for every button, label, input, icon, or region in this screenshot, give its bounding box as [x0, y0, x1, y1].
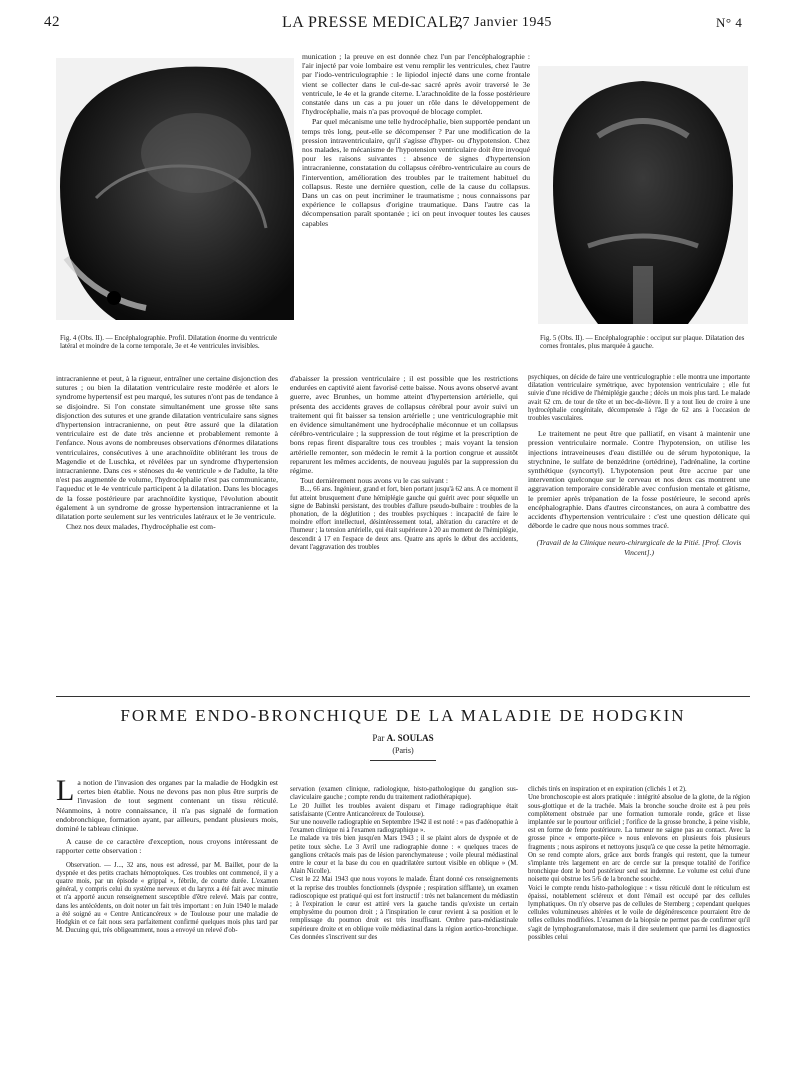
journal-title: LA PRESSE MEDICALE,	[282, 14, 464, 31]
paragraph: A cause de ce caractère d'exception, nous croyons intéressant de rapporter cette observation :	[56, 837, 278, 856]
observation-text: servation (examen clinique, radiologique, histo-pathologique du ganglion sus-claviculaire gauche ; compte rendu du traitement radiothérapique). Le 20 Juillet les troubles avaient disparu et l'image radiographique était satisfaisante (Centre Anticancéreux de Toulouse). Sur une nouvelle radiographie en Septembre 1942 il est noté : « pas d'adénopathie à l'examen clinique ni à l'examen radiographique ». Le malade va très bien jusqu'en Mars 1943 ; il se plaint alors de dyspnée et de petite toux sèche. Le 3 Avril une radiographie donne : « quelques traces de ganglions crétacés mais pas de lésion parenchymateuse ; voile pleural médiastinal entre le cœur et la base du cou en quadrilatère surtout visible en oblique » (M. Alain Nicolle). C'est le 22 Mai 1943 que nous voyons le malade. Étant donné ces renseignements et la reprise des troubles fonctionnels (dyspnée ; respiration sifflante), un examen radioscopique est pratiqué qui est fort instructif : très net balancement du médiastin ; à l'expiration le cœur est attiré vers la gauche tandis qu'existe un certain emphysème du poumon droit ; à l'inspiration le cœur revient à sa position et le remplissage du poumon droit est très insuffisant. Ombre para-médiastinale supérieure droite et en oblique voile médiastinal dans la région aortico-bronchique. Ces données s'inscrivent sur des	[290, 786, 518, 941]
byline	[56, 733, 750, 743]
paragraph: intracranienne et peut, à la rigueur, entraîner une certaine disjonction des sutures ; ou bien la dilatation ventriculaire reste modérée et alors le syndrome hypertensif est peu marqué, les sutures n'ont pas de tendance à se disjoindre. Si l'on constate simultanément une grosse tête sans disjonction des sutures et une grande dilatation ventriculaire sans signes d'hypertension intracranienne, on peut être assuré que la dilatation ventriculaire est de date très ancienne et probablement remonte à l'enfance. Nous avons de nombreuses observations d'énormes dilatations ventriculaires, consécutives à une arachnoïdite oblitérant les trous de Magendie et de Luschka, et révélées par un syndrome d'hypertension intracranienne. Dans ces « sténoses du 4e ventricule » de l'adulte, la tête n'est pas augmentée de volume, l'hydrocéphalie n'est pas communicante, l'aqueduc et le 4e ventricule participent à la dilatation. Dans les blocages de la fosse postérieure par arachnoïdite kystique, l'évolution aboutit également à un syndrome de grosse hypertension intracranienne et la dilatation porte seulement sur les ventricules latéraux et le 3e ventricule.	[56, 374, 278, 522]
top-middle-column	[302, 52, 530, 366]
paragraph: Chez nos deux malades, l'hydrocéphalie est com-	[66, 522, 216, 532]
article1-col3	[528, 374, 750, 692]
section-divider	[56, 696, 750, 697]
article2-col2	[290, 778, 518, 1062]
observation-text: Observation. — J..., 32 ans, nous est adressé, par M. Baillet, pour de la dyspnée et des petits crachats hémoptoïques. Ces troubles ont commencé, il y a quatre mois, par un épisode « grippal », fébrile, de courte durée. L'examen général, y compris celui du système nerveux et du larynx a été fait avec minutie et n'a apporté aucun renseignement susceptible d'être relevé. Mais par contre, dans les antécédents, on doit noter un fait très important : en Juin 1940 le malade a été soigné au « Centre Anticancéreux » de Toulouse pour une maladie de Hodgkin et ce fait nous sera parfaitement confirmé quelques mois plus tard par M. Ducuing qui, très obligeamment, nous a envoyé un relevé d'ob-	[56, 861, 278, 935]
figure-5-xray-image	[538, 66, 748, 324]
signature: (Travail de la Clinique neuro-chirurgicale de la Pitié. [Prof. Clovis Vincent].)	[536, 538, 742, 557]
drop-cap: L	[56, 778, 75, 807]
page-number: 42	[44, 14, 60, 30]
article2-col3	[528, 778, 750, 1062]
article1-col1	[56, 374, 278, 684]
paragraph	[56, 778, 278, 833]
paragraph-text: a notion de l'invasion des organes par la maladie de Hodgkin est certes bien établie. Nous ne devons pas non plus être surpris de l'invasion de tout segment contenant un tissu réticulé. Néanmoins, à notre connaissance, il n'a pas signalé de formation endobronchique, formation ayant, par ailleurs, pendant plusieurs mois, dominé le tableau clinique.	[56, 778, 278, 834]
author-place: (Paris)	[392, 746, 414, 755]
figure-4-xray-image	[56, 58, 294, 320]
article-title: FORME ENDO-BRONCHIQUE DE LA MALADIE DE HODGKIN	[120, 706, 686, 725]
paragraph: d'abaisser la pression ventriculaire ; il est possible que les restrictions endurées en captivité aient favorisé cette baisse. Nous avons observé avant guerre, avec Brunhes, un homme atteint d'hypertension artérielle, qui présenta des accidents graves de collapsus cérébral pour avoir suivi un traitement qui fit baisser sa tension artérielle ; une ventriculographie mit en évidence simultanément une hydrocéphalie méconnue et un collapsus cérébro-ventriculaire ; la suppression de tout régime et la prescription de bons repas firent disparaître tous ces troubles ; mais voyant la tension artérielle remonter, son médecin le remit à la portion congrue et aussitôt reparurent les mêmes accidents, de nouveau jugulés par la suppression du régime.	[290, 374, 518, 476]
article2-col1	[56, 778, 278, 1062]
issue-number: N° 4	[716, 15, 743, 30]
paragraph: Le traitement ne peut être que palliatif, en visant à maintenir une pression ventriculaire normale. Contre l'hypotension, on utilise les injections intraveineuses d'eau distillée ou de sérum hypotonique, la strychnine, le sulfate de benzédrine (ortédrine), l'adrénaline, la cortine synthétique (syncortyl). L'hypotension peut être accrue par une intervention quelconque sur le cerveau et nos deux cas montrent une aggravation temporaire considérable avec confusion mentale et gâtisme, le premier après trépanation de la fosse postérieure, le second après encéphalographie. Dans d'autres circonstances, on aura à combattre des accidents d'hypertension ventriculaire : c'est une question délicate qui déborde le cadre que nous nous sommes tracé.	[528, 429, 750, 531]
article1-col2	[290, 374, 518, 684]
figure-5-caption: Fig. 5 (Obs. II). — Encéphalographie : occiput sur plaque. Dilatation des cornes frontales, plus marquée à gauche.	[540, 334, 745, 351]
observation-text: B..., 66 ans. Ingénieur, grand et fort, bien portant jusqu'à 62 ans. A ce moment il fut atteint brusquement d'une hémiplégie gauche qui guérit avec pour séquelle un signe de Babinski persistant, des troubles d'allure pseudo-bulbaire : troubles de la phonation, de la déglutition ; des troubles psychiques : incapacité de faire le moindre effort intellectuel, désintéressement total, altération du caractère et de l'humeur ; la tension artérielle, qui était supérieure à 20 au moment de l'hémiplégie, descendit à 17 en l'espace de deux ans. Quatre ans après le début des accidents, devant l'aggravation des troubles	[290, 486, 518, 551]
title-divider	[370, 760, 436, 761]
paragraph: munication ; la preuve en est donnée chez l'un par l'encéphalographie : l'air injecté par voie lombaire est venu remplir les ventricules, chez l'autre par l'iodo-ventriculographie : le lipiodol injecté dans une corne frontale vient se collecter dans le cul-de-sac sacré après avoir traversé le 3e ventricule, le 4e et la grande citerne. L'arachnoïdite de la fosse postérieure constatée dans un cas a pu jouer un rôle dans le développement de l'hydrocéphalie, mais n'a pas provoqué de blocage complet.	[302, 52, 530, 117]
paragraph: Tout dernièrement nous avons vu le cas suivant :	[300, 476, 448, 486]
issue-date: 27 Janvier 1945	[455, 15, 552, 30]
figure-4-caption: Fig. 4 (Obs. II). — Encéphalographie. Profil. Dilatation énorme du ventricule latéral et moindre de la corne temporale, 3e et 4e ventricules invisibles.	[60, 334, 278, 351]
author-name: A. SOULAS	[386, 733, 434, 743]
paragraph: Par quel mécanisme une telle hydrocéphalie, bien supportée pendant un temps très long, peut-elle se décompenser ? Par une modification de la pression intraventriculaire, qu'il s'agisse d'hyper- ou d'hypotension. Chez nos malades, le mécanisme de l'hypotension ventriculaire doit être invoqué pour les raisons suivantes : absence de signes d'hypertension intracranienne, constatation du collapsus cérébro-ventriculaire au cours de l'intervention, amélioration des troubles par le traitement habituel du collapsus. Reste une dernière question, celle de la cause du collapsus. Dans un cas on peut incriminer le traumatisme ; nous connaissons par expérience le collapsus d'origine traumatique. Dans l'autre cas la décompensation paraît spontanée ; ici on peut invoquer toutes les causes capables	[302, 117, 530, 228]
byline-par: Par	[372, 733, 385, 743]
observation-text: clichés tirés en inspiration et en expiration (clichés 1 et 2). Une bronchoscopie est alors pratiquée : intégrité absolue de la glotte, de la région sous-glottique et de la trachée. Mais la bronche souche droite est à peu près complètement obstruée par une formation tumorale ronde, grâce et lisse implantée sur le pourtour orificiel ; l'orifice de la grosse bronche, à peine visible, est en forme de fente postérieure. La tumeur ne saigne pas au contact. Avec la grosse pince « emporte-pièce » nous enlevons en plusieurs fois plusieurs fragments ; nous aspirons et nettoyons jusqu'à ce que cesse la petite hémorragie. On se rend compte alors, grâce aux bords frangés qui restent, que la tumeur s'implante très largement en arc de cercle sur la presque totalité de l'orifice bronchique dont le bord postérieur seul est indemne. Le volume est celui d'une noisette qui obstrue les 5/6 de la bronche souche. Voici le compte rendu histo-pathologique : « tissu réticulé dont le réticulum est épaissi, notablement scléreux et dont l'émail est occupé par des cellules lymphatiques. On n'y observe pas de cellules de Sternberg ; cependant quelques cellules volumineuses altérées et le voile de dégénérescence pourraient être de telles cellules modifiées. L'examen de la biopsie ne permet pas de confirmer qu'il s'agit de lymphogranulomatose, mais il dire seulement que parmi les diagnostics possibles celui	[528, 786, 750, 941]
observation-text: psychiques, on décide de faire une ventriculographie : elle montra une importante dilatation ventriculaire symétrique, avec hypotension ventriculaire ; elle fut suivie d'une récidive de l'hémiplégie gauche ; décès un mois plus tard. Le malade avait 62 cm. de tour de tête et un bec-de-lièvre. Il y a tout lieu de croire à une hydrocéphalie congénitale, décompensée à l'âge de 62 ans à l'occasion de troubles vasculaires.	[528, 374, 750, 423]
